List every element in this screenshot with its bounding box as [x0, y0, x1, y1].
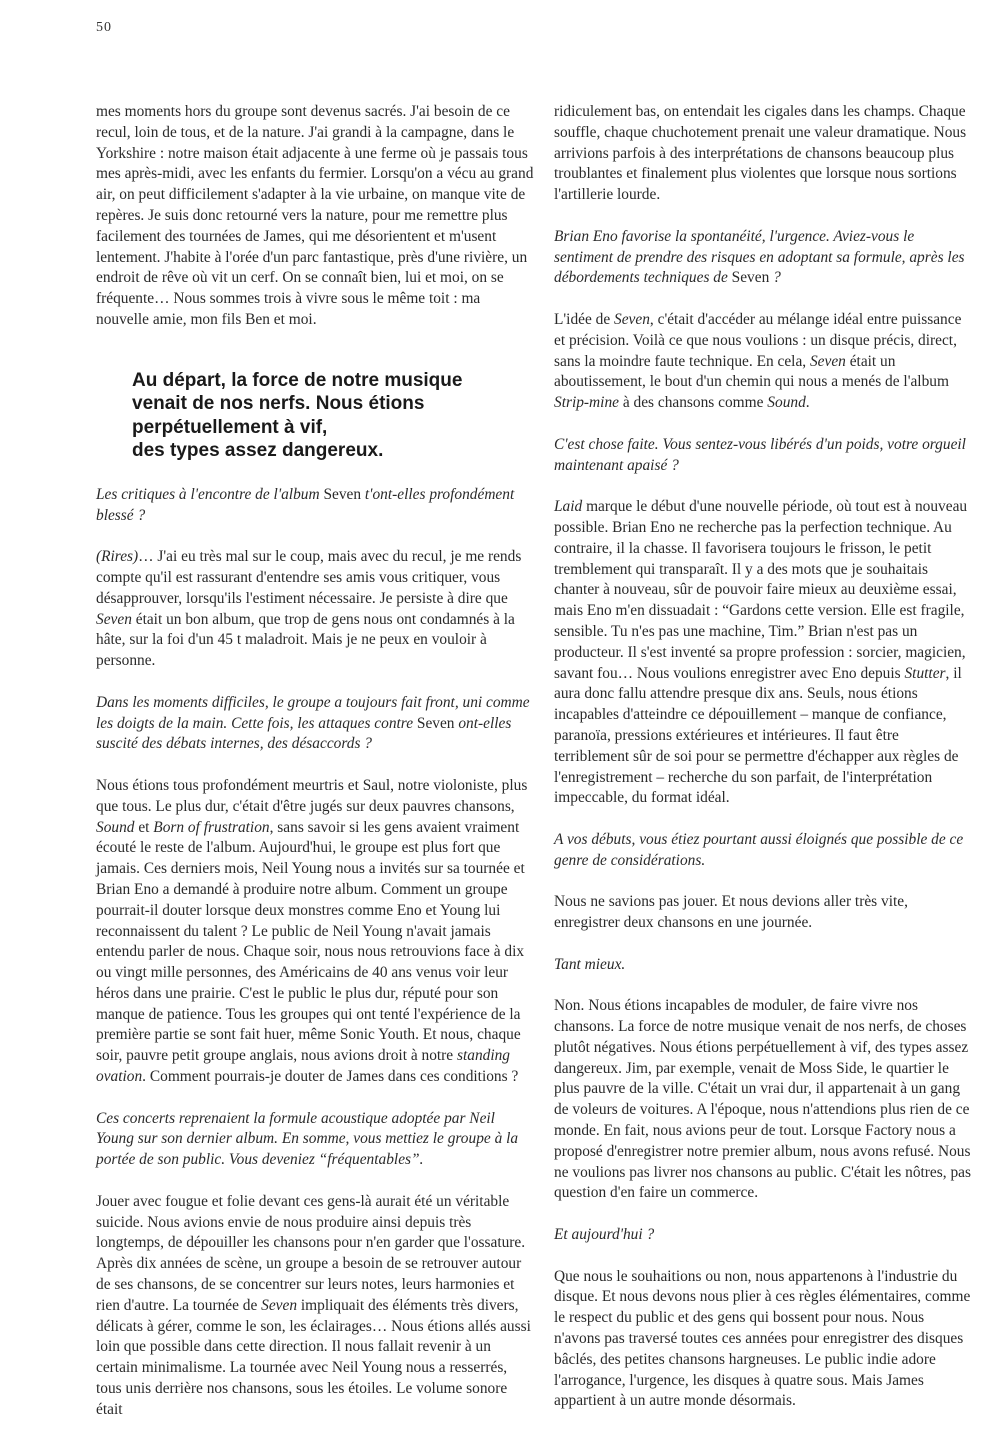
text-run: Born of frustration: [153, 818, 270, 836]
interview-answer: [96, 776, 534, 1088]
interview-question: [96, 485, 534, 527]
interview-question: [554, 227, 974, 289]
text-run: Sound: [767, 394, 806, 412]
text-run: Les critiques à l'encontre de l'album: [96, 485, 324, 503]
text-run: Stutter: [904, 664, 946, 682]
text-run: . Comment pourrais-je douter de James dans ces conditions ?: [142, 1068, 519, 1086]
text-run: ?: [769, 269, 781, 287]
text-run: Seven: [261, 1296, 298, 1314]
text-run: Strip-mine: [554, 394, 619, 412]
text-run: à des chansons comme: [618, 394, 768, 412]
text-run: Tant mieux.: [554, 955, 626, 973]
text-run: Que nous le souhaitions ou non, nous appartenons à l'industrie du disque. Et nous devons nous plier à ces règles élémentaires, comme le respect du public et des gens qui bossent pour nous. Nous n'avons pas traversé toutes ces années pour enregistrer des disques bâclés, des petites chansons hargneuses. Le public indie adore l'arrogance, l'urgence, les disques à quatre sous. Mais James appartient à un autre monde désormais.: [554, 1267, 971, 1410]
interview-answer: [554, 497, 974, 809]
right-column: [554, 102, 974, 1433]
text-run: standing ovation: [96, 1047, 511, 1086]
text-run: Seven: [323, 485, 362, 503]
interview-question: [96, 1109, 534, 1171]
text-run: Seven: [809, 352, 846, 370]
text-run: Nous étions tous profondément meurtris et Saul, notre violoniste, plus que tous. Le plus dur, c'était d'être jugés sur deux pauvres chansons,: [96, 776, 528, 815]
left-column-intro: [96, 102, 534, 331]
interview-answer: [554, 310, 974, 414]
text-run: mes moments hors du groupe sont devenus sacrés. J'ai besoin de ce recul, loin de tous, et de la nature. J'ai grandi à la campagne, dans le Yorkshire : notre maison était adjacente à une ferme où je passais tous mes après-midi, avec les enfants du fermier. Lorsqu'on a vécu au grand air, on peut difficilement s'adapter à la vie urbaine, on manque vite de repères. Je suis donc retourné vers la nature, pour me remettre plus facilement des tournées de James, qui me désorientent et m'usent lentement. J'habite à l'orée d'un parc fantastique, près d'une rivière, un endroit de rêve où vit un cerf. On se connaît bien, lui et moi, on se fréquente… Nous sommes trois à vivre sous le même toit : ma nouvelle amie, mon fils Ben et moi.: [96, 103, 534, 328]
text-run: Dans les moments difficiles, le groupe a toujours fait front, uni comme les doigts de la main. Cette fois, les attaques contre: [96, 693, 530, 732]
text-run: Nous ne savions pas jouer. Et nous devions aller très vite, enregistrer deux chansons en une journée.: [554, 893, 908, 932]
interview-question: [554, 1225, 974, 1246]
interview-question: [554, 435, 974, 477]
text-run: , c'était d'accéder au mélange idéal entre puissance et précision. Voilà ce que nous voulions : un disque précis, direct, sans la moindre faute technique. En cela,: [554, 310, 962, 370]
text-run: ont-elles suscité des débats internes, des désaccords ?: [96, 714, 512, 753]
text-run: A vos débuts, vous étiez pourtant aussi éloignés que possible de ce genre de considérations.: [554, 830, 964, 869]
interview-answer: [96, 102, 534, 331]
pull-quote-line: perpétuellement à vif,: [132, 416, 328, 438]
interview-question: [96, 693, 534, 755]
text-run: marque le début d'une nouvelle période, où tout est à nouveau possible. Brian Eno ne recherche pas la perfection technique. Au contraire, il la chasse. Il favorisera toujours le frisson, le petit tremblement qui transparaît. Il y a des mots que je souhaitais chanter à nouveau, sûr de pouvoir faire mieux au deuxième essai, mais Eno m'en dissuadait : “Gardons cette version. Elle est fragile, sensible. Tu n'es pas une machine, Tim.” Brian n'est pas un producteur. Il s'est inventé sa propre profession : sorcier, magicien, savant fou… Nous voulions enregistrer avec Eno depuis: [554, 498, 968, 682]
interview-answer: [554, 1267, 974, 1413]
interview-question: [554, 830, 974, 872]
text-run: Seven: [96, 610, 132, 628]
page-number: 50: [96, 20, 112, 35]
left-column-interview: [96, 485, 534, 1421]
text-run: .: [805, 394, 810, 412]
text-run: Laid: [554, 498, 583, 516]
text-run: (Rires): [96, 548, 139, 566]
text-run: ridiculement bas, on entendait les cigales dans les champs. Chaque souffle, chaque chuchotement prenait une valeur dramatique. Nous arrivions parfois à des interprétations de chansons beaucoup plus troublantes et finalement plus violentes que lorsque nous sortions l'artillerie lourde.: [554, 103, 967, 204]
interview-answer: [554, 102, 974, 206]
text-run: Sound: [96, 818, 135, 836]
text-run: impliquait des éléments très divers, délicats à gérer, comme le son, les éclairages… Nous étions allés aussi loin que possible dans cette direction. Il nous fallait revenir à un certain minimalisme. La tournée avec Neil Young nous a resserrés, tous unis derrière nos chansons, sous les étoiles. Le volume sonore était: [96, 1296, 531, 1418]
left-column: [96, 102, 534, 1441]
text-run: Seven: [416, 714, 455, 732]
text-run: L'idée de: [554, 310, 615, 328]
text-run: t'ont-elles profondément blessé ?: [96, 485, 515, 524]
text-run: C'est chose faite. Vous sentez-vous libérés d'un poids, votre orgueil maintenant apaisé ?: [554, 435, 966, 474]
text-run: Non. Nous étions incapables de moduler, de faire vivre nos chansons. La force de notre musique venait de nos nerfs, de choses plutôt négatives. Nous étions perpétuellement à vif, des types assez dangereux. Jim, par exemple, venait de Moss Side, le quartier le plus pauvre de la ville. C'était un vrai dur, il appartenait à un gang de voleurs de voitures. A l'époque, nous n'attendions plus rien de ce monde. En fait, nous avions peur de tout. Lorsque Factory nous a proposé d'enregistrer notre premier album, nous avons refusé. Nous ne voulions pas livrer nos chansons au public. C'était les nôtres, pas question d'en faire un commerce.: [554, 997, 971, 1202]
interview-answer: [554, 892, 974, 934]
text-run: et: [134, 818, 154, 836]
pull-quote-line: Au départ, la force de notre musique: [132, 369, 463, 391]
text-run: Ces concerts reprenaient la formule acoustique adoptée par Neil Young sur son dernier album. En somme, vous mettiez le groupe à la portée de son public. Vous deveniez “fréquentables”.: [96, 1109, 519, 1169]
text-run: Et aujourd'hui ?: [554, 1226, 655, 1244]
text-run: Jouer avec fougue et folie devant ces gens-là aurait été un véritable suicide. Nous avions envie de nous produire ainsi depuis très longtemps, de dépouiller les chansons pour n'en garder que l'ossature. Après dix années de scène, un groupe a besoin de se retrouver autour de ses chansons, de se concentrer sur leurs notes, leurs harmonies et rien d'autre. La tournée de: [96, 1192, 526, 1314]
text-run: Seven: [731, 269, 770, 287]
interview-question: [554, 955, 974, 976]
text-run: , sans savoir si les gens avaient vraiment écouté le reste de l'album. Aujourd'hui, le groupe est plus fort que jamais. Ces derniers mois, Neil Young nous a invités sur sa tournée et Brian Eno a demandé à produire notre album. Comment un groupe pourrait-il douter lorsque deux monstres comme Eno et Young lui reconnaissent du talent ? Le public de Neil Young n'avait jamais entendu parler de nous. Chaque soir, nous nous retrouvions face à dix ou vingt mille personnes, des Américains de 40 ans venus voir leur héros dans une prairie. C'est le public le plus dur, réputé pour son manque de patience. Tous les groupes qui ont tenté l'expérience de la première partie se sont fait huer, même Sonic Youth. Et nous, chaque soir, pauvre petit groupe anglais, nous avions droit à notre: [96, 818, 525, 1065]
text-run: Brian Eno favorise la spontanéité, l'urgence. Aviez-vous le sentiment de prendre des risques en adoptant sa formule, après les débordements techniques de: [554, 227, 965, 287]
interview-answer: [96, 547, 534, 672]
interview-answer: [96, 1192, 534, 1421]
pull-quote-line: des types assez dangereux.: [132, 440, 384, 462]
text-run: était un bon album, que trop de gens nous ont condamnés à la hâte, sur la foi d'un 45 t maladroit. Mais je ne peux en vouloir à personne.: [96, 610, 515, 670]
right-column-interview: [554, 102, 974, 1412]
pull-quote: [96, 369, 534, 463]
text-run: Seven: [614, 310, 650, 328]
pull-quote-line: venait de nos nerfs. Nous étions: [132, 393, 425, 415]
text-run: était un aboutissement, le bout d'un chemin qui nous a menés de l'album: [554, 352, 949, 391]
text-run: … J'ai eu très mal sur le coup, mais avec du recul, je me rends compte qu'il est rassurant d'entendre ses amis vous critiquer, vous désapprouver, lorsqu'ils l'estiment nécessaire. Je persiste à dire que: [96, 548, 522, 607]
text-run: , il aura donc fallu attendre presque dix ans. Seuls, nous étions incapables d'atteindre ce dépouillement – manque de confiance, paranoïa, pressions extérieures et intérieures. Il faut être terriblement sûr de soi pour se permettre d'échapper aux règles de l'enregistrement – recherche du son parfait, de l'interprétation impeccable, du format idéal.: [554, 664, 962, 807]
interview-answer: [554, 996, 974, 1204]
